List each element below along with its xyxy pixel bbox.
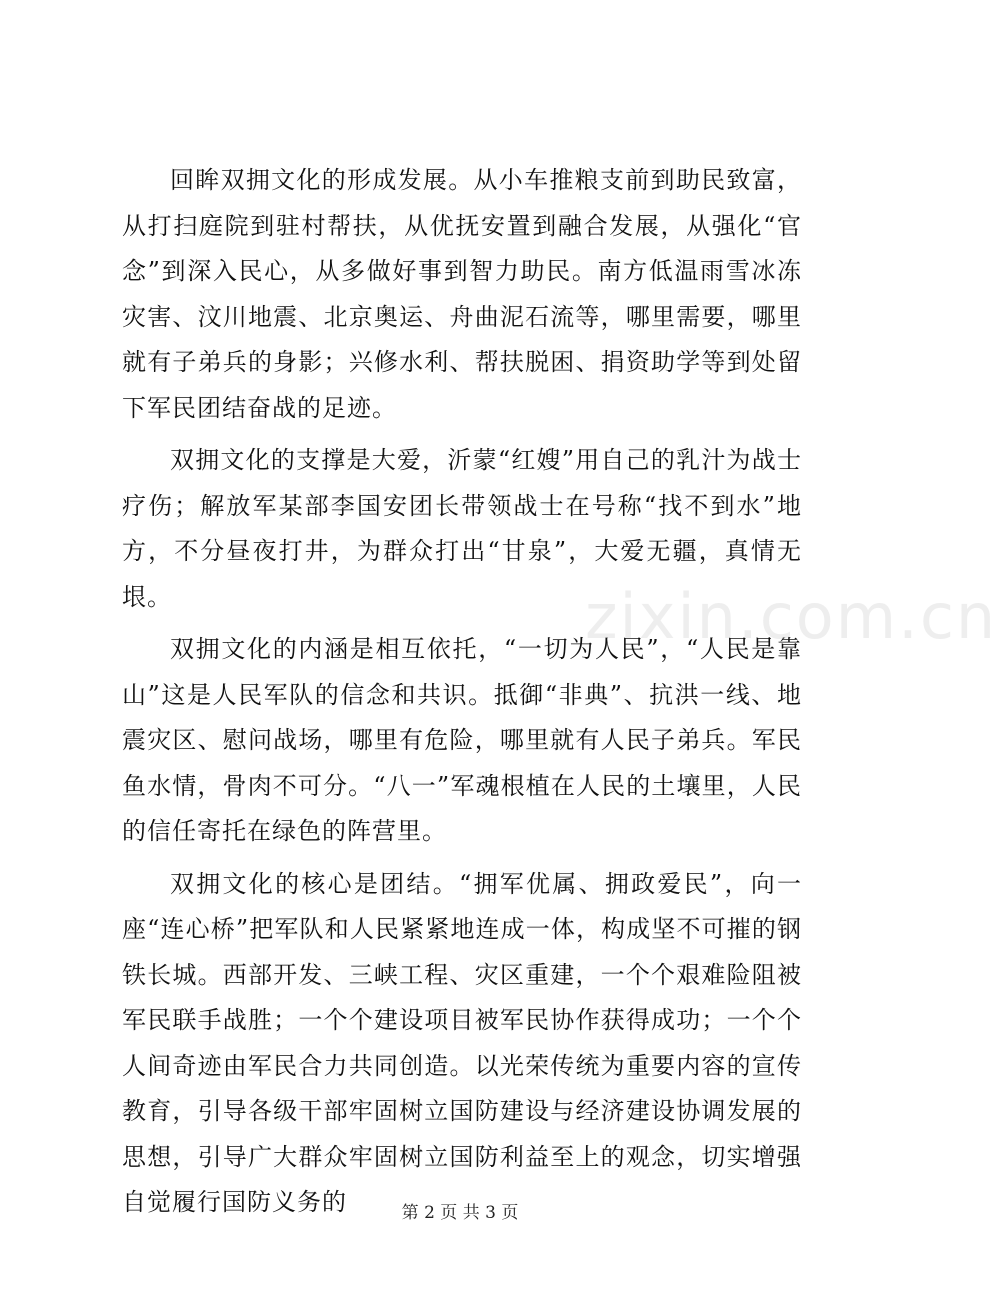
watermark: zixin.com.cn <box>585 580 997 653</box>
paragraph-4: 双拥文化的核心是团结。“拥军优属、拥政爱民”，向一座“连心桥”把军队和人民紧紧地连成一体，构成坚不可摧的钢铁长城。西部开发、三峡工程、灾区重建，一个个艰难险阻被军民联手战胜；一个个建设项目被军民协作获得成功；一个个人间奇迹由军民合力共同创造。以光荣传统为重要内容的宣传教育，引导各级干部牢固树立国防建设与经济建设协调发展的思想，引导广大群众牢固树立国防利益至上的观念，切实增强自觉履行国防义务的 <box>122 869 802 1216</box>
paragraph-2: 双拥文化的支撑是大爱，沂蒙“红嫂”用自己的乳汁为战士疗伤；解放军某部李国安团长带领战士在号称“找不到水”地方，不分昼夜打井，为群众打出“甘泉”，大爱无疆，真情无垠。 <box>122 446 802 611</box>
document-body <box>122 158 802 1233</box>
page-footer: 第 2 页 共 3 页 <box>401 1203 519 1223</box>
paragraph-3: 双拥文化的内涵是相互依托，“一切为人民”，“人民是靠山”这是人民军队的信念和共识。抵御“非典”、抗洪一线、地震灾区、慰问战场，哪里有危险，哪里就有人民子弟兵。军民鱼水情，骨肉不可分。“八一”军魂根植在人民的土壤里，人民的信任寄托在绿色的阵营里。 <box>122 635 802 845</box>
paragraph-1: 回眸双拥文化的形成发展。从小车推粮支前到助民致富，从打扫庭院到驻村帮扶，从优抚安置到融合发展，从强化“官念”到深入民心，从多做好事到智力助民。南方低温雨雪冰冻灾害、汶川地震、北京奥运、舟曲泥石流等，哪里需要，哪里就有子弟兵的身影；兴修水利、帮扶脱困、捐资助学等到处留下军民团结奋战的足迹。 <box>122 166 802 422</box>
